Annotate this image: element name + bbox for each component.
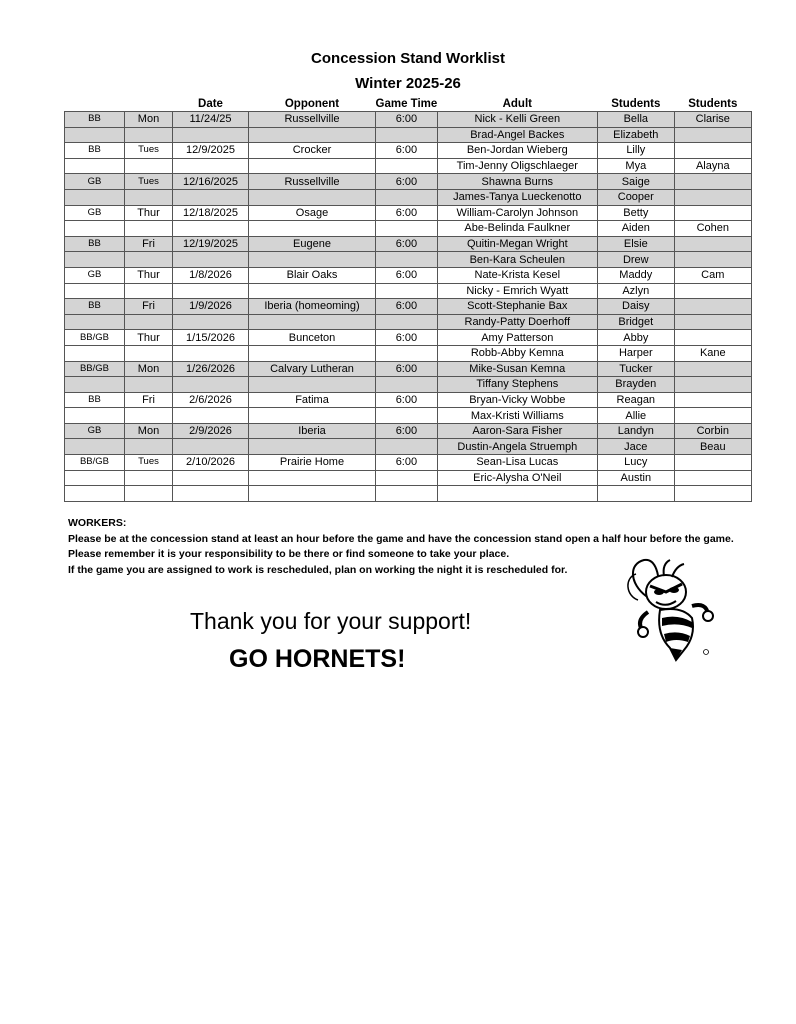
table-row (65, 392, 752, 408)
time-cell (376, 314, 438, 330)
table-row (65, 127, 752, 143)
adult-cell: Eric-Alysha O'Neil (437, 470, 597, 486)
time-cell: 6:00 (376, 112, 438, 128)
student-cell: Cooper (597, 189, 674, 205)
student-cell (674, 486, 751, 502)
team-cell: GB (65, 205, 125, 221)
student-cell (597, 486, 674, 502)
document-title: Concession Stand Worklist (311, 50, 505, 67)
table-row (65, 205, 752, 221)
table-row (65, 345, 752, 361)
student-cell (674, 143, 751, 159)
student-cell (674, 236, 751, 252)
opponent-cell: Bunceton (249, 330, 376, 346)
student-cell: Landyn (597, 423, 674, 439)
adult-cell: Aaron-Sara Fisher (437, 423, 597, 439)
day-cell: Tues (125, 143, 173, 159)
opponent-cell (249, 345, 376, 361)
adult-cell: Bryan-Vicky Wobbe (437, 392, 597, 408)
adult-cell: Mike-Susan Kemna (437, 361, 597, 377)
time-cell (376, 189, 438, 205)
day-cell: Thur (125, 267, 173, 283)
day-cell (125, 439, 173, 455)
table-header-row (65, 96, 752, 112)
table-row (65, 189, 752, 205)
table-row (65, 408, 752, 424)
time-cell (376, 221, 438, 237)
header-team (65, 96, 125, 112)
time-cell (376, 408, 438, 424)
header-game-time: Game Time (375, 97, 438, 110)
student-cell: Bella (597, 112, 674, 128)
student-cell: Allie (597, 408, 674, 424)
day-cell: Thur (125, 205, 173, 221)
time-cell: 6:00 (376, 455, 438, 471)
team-cell (65, 408, 125, 424)
student-cell: Austin (597, 470, 674, 486)
date-cell (173, 252, 249, 268)
table-row (65, 112, 752, 128)
adult-cell: Brad-Angel Backes (437, 127, 597, 143)
team-cell (65, 439, 125, 455)
time-cell: 6:00 (376, 236, 438, 252)
student-cell: Beau (674, 439, 751, 455)
workers-heading: WORKERS: (68, 517, 127, 529)
team-cell: BB/GB (65, 455, 125, 471)
date-cell (173, 439, 249, 455)
go-hornets-slogan: GO HORNETS! (229, 645, 406, 673)
opponent-cell (249, 221, 376, 237)
student-cell (674, 408, 751, 424)
date-cell (173, 314, 249, 330)
time-cell (376, 283, 438, 299)
student-cell (674, 330, 751, 346)
date-cell: 12/9/2025 (173, 143, 249, 159)
day-cell (125, 127, 173, 143)
opponent-cell: Crocker (249, 143, 376, 159)
student-cell: Saige (597, 174, 674, 190)
student-cell (674, 314, 751, 330)
opponent-cell (249, 439, 376, 455)
table-row (65, 299, 752, 315)
table-row (65, 486, 752, 502)
student-cell (674, 377, 751, 393)
team-cell (65, 486, 125, 502)
time-cell (376, 158, 438, 174)
opponent-cell: Calvary Lutheran (249, 361, 376, 377)
time-cell: 6:00 (376, 267, 438, 283)
opponent-cell: Iberia (homeoming) (249, 299, 376, 315)
day-cell (125, 345, 173, 361)
student-cell: Cohen (674, 221, 751, 237)
student-cell (674, 392, 751, 408)
day-cell: Tues (125, 455, 173, 471)
date-cell: 11/24/25 (173, 112, 249, 128)
student-cell (674, 455, 751, 471)
student-cell (674, 252, 751, 268)
time-cell (376, 252, 438, 268)
date-cell: 2/9/2026 (173, 423, 249, 439)
time-cell: 6:00 (376, 423, 438, 439)
opponent-cell (249, 486, 376, 502)
team-cell (65, 221, 125, 237)
team-cell (65, 314, 125, 330)
date-cell (173, 127, 249, 143)
day-cell (125, 314, 173, 330)
table-row (65, 143, 752, 159)
date-cell: 1/26/2026 (173, 361, 249, 377)
time-cell (376, 127, 438, 143)
season-title: Winter 2025-26 (355, 75, 461, 92)
time-cell: 6:00 (376, 361, 438, 377)
adult-cell: Amy Patterson (437, 330, 597, 346)
student-cell: Azlyn (597, 283, 674, 299)
day-cell (125, 408, 173, 424)
hornet-mascot-icon (626, 556, 722, 662)
student-cell (674, 361, 751, 377)
table-row (65, 330, 752, 346)
student-cell: Betty (597, 205, 674, 221)
time-cell: 6:00 (376, 392, 438, 408)
student-cell: Kane (674, 345, 751, 361)
workers-line: If the game you are assigned to work is rescheduled, plan on working the night it is rescheduled for. (68, 564, 568, 577)
student-cell: Elizabeth (597, 127, 674, 143)
student-cell: Elsie (597, 236, 674, 252)
student-cell (674, 127, 751, 143)
workers-line: Please be at the concession stand at least an hour before the game and have the concession stand open a half hour before the game. (68, 532, 734, 545)
student-cell: Reagan (597, 392, 674, 408)
table-row (65, 423, 752, 439)
team-cell: BB (65, 143, 125, 159)
time-cell (376, 486, 438, 502)
team-cell: GB (65, 267, 125, 283)
opponent-cell (249, 127, 376, 143)
adult-cell: Ben-Jordan Wieberg (437, 143, 597, 159)
time-cell (376, 470, 438, 486)
student-cell: Jace (597, 439, 674, 455)
adult-cell: Randy-Patty Doerhoff (437, 314, 597, 330)
opponent-cell: Osage (249, 205, 376, 221)
date-cell (173, 486, 249, 502)
adult-cell: Abe-Belinda Faulkner (437, 221, 597, 237)
adult-cell: Nick - Kelli Green (437, 112, 597, 128)
adult-cell: Ben-Kara Scheulen (437, 252, 597, 268)
header-adult: Adult (502, 97, 532, 110)
student-cell: Brayden (597, 377, 674, 393)
team-cell: BB/GB (65, 361, 125, 377)
time-cell (376, 345, 438, 361)
day-cell: Fri (125, 236, 173, 252)
date-cell: 1/15/2026 (173, 330, 249, 346)
team-cell: BB (65, 236, 125, 252)
student-cell: Harper (597, 345, 674, 361)
adult-cell: Shawna Burns (437, 174, 597, 190)
student-cell: Maddy (597, 267, 674, 283)
date-cell: 1/9/2026 (173, 299, 249, 315)
opponent-cell: Eugene (249, 236, 376, 252)
header-opponent: Opponent (284, 97, 340, 110)
student-cell: Abby (597, 330, 674, 346)
date-cell (173, 408, 249, 424)
table-row (65, 361, 752, 377)
header-students-2: Students (688, 97, 738, 110)
student-cell: Clarise (674, 112, 751, 128)
student-cell (674, 470, 751, 486)
team-cell (65, 470, 125, 486)
table-row (65, 221, 752, 237)
student-cell: Lilly (597, 143, 674, 159)
opponent-cell: Iberia (249, 423, 376, 439)
date-cell (173, 345, 249, 361)
adult-cell: William-Carolyn Johnson (437, 205, 597, 221)
time-cell: 6:00 (376, 330, 438, 346)
student-cell (674, 205, 751, 221)
date-cell: 12/19/2025 (173, 236, 249, 252)
date-cell: 1/8/2026 (173, 267, 249, 283)
opponent-cell (249, 314, 376, 330)
date-cell (173, 283, 249, 299)
team-cell (65, 377, 125, 393)
date-cell (173, 470, 249, 486)
student-cell: Lucy (597, 455, 674, 471)
day-cell: Thur (125, 330, 173, 346)
adult-cell: Sean-Lisa Lucas (437, 455, 597, 471)
opponent-cell: Blair Oaks (249, 267, 376, 283)
opponent-cell (249, 252, 376, 268)
date-cell: 2/10/2026 (173, 455, 249, 471)
day-cell: Mon (125, 112, 173, 128)
student-cell: Corbin (674, 423, 751, 439)
table-row (65, 470, 752, 486)
header-day (125, 96, 173, 112)
day-cell: Mon (125, 423, 173, 439)
day-cell (125, 252, 173, 268)
student-cell (674, 283, 751, 299)
adult-cell: Quitin-Megan Wright (437, 236, 597, 252)
opponent-cell: Fatima (249, 392, 376, 408)
adult-cell: Scott-Stephanie Bax (437, 299, 597, 315)
time-cell: 6:00 (376, 205, 438, 221)
student-cell: Bridget (597, 314, 674, 330)
table-row (65, 174, 752, 190)
day-cell (125, 158, 173, 174)
table-row (65, 377, 752, 393)
team-cell (65, 252, 125, 268)
date-cell: 12/16/2025 (173, 174, 249, 190)
day-cell (125, 221, 173, 237)
student-cell: Cam (674, 267, 751, 283)
time-cell: 6:00 (376, 174, 438, 190)
day-cell: Fri (125, 299, 173, 315)
table-row (65, 283, 752, 299)
table-row (65, 267, 752, 283)
day-cell: Mon (125, 361, 173, 377)
opponent-cell: Russellville (249, 174, 376, 190)
thank-you-message: Thank you for your support! (190, 608, 472, 634)
header-date: Date (198, 97, 223, 110)
team-cell (65, 345, 125, 361)
day-cell: Tues (125, 174, 173, 190)
team-cell: BB (65, 392, 125, 408)
student-cell: Mya (597, 158, 674, 174)
opponent-cell (249, 470, 376, 486)
adult-cell: Tim-Jenny Oligschlaeger (437, 158, 597, 174)
team-cell (65, 127, 125, 143)
time-cell (376, 377, 438, 393)
time-cell (376, 439, 438, 455)
table-row (65, 236, 752, 252)
date-cell (173, 221, 249, 237)
day-cell (125, 189, 173, 205)
adult-cell: James-Tanya Lueckenotto (437, 189, 597, 205)
day-cell (125, 377, 173, 393)
date-cell: 12/18/2025 (173, 205, 249, 221)
student-cell: Tucker (597, 361, 674, 377)
worklist-table (64, 96, 752, 502)
adult-cell: Robb-Abby Kemna (437, 345, 597, 361)
adult-cell: Tiffany Stephens (437, 377, 597, 393)
team-cell: GB (65, 174, 125, 190)
team-cell: BB (65, 299, 125, 315)
student-cell (674, 299, 751, 315)
opponent-cell (249, 408, 376, 424)
adult-cell: Max-Kristi Williams (437, 408, 597, 424)
opponent-cell (249, 189, 376, 205)
student-cell (674, 189, 751, 205)
date-cell (173, 377, 249, 393)
adult-cell: Nicky - Emrich Wyatt (437, 283, 597, 299)
adult-cell: Nate-Krista Kesel (437, 267, 597, 283)
student-cell: Alayna (674, 158, 751, 174)
student-cell: Daisy (597, 299, 674, 315)
opponent-cell (249, 158, 376, 174)
team-cell: BB/GB (65, 330, 125, 346)
team-cell: GB (65, 423, 125, 439)
day-cell (125, 486, 173, 502)
time-cell: 6:00 (376, 143, 438, 159)
date-cell (173, 189, 249, 205)
table-row (65, 455, 752, 471)
header-students-1: Students (611, 97, 661, 110)
day-cell: Fri (125, 392, 173, 408)
opponent-cell: Prairie Home (249, 455, 376, 471)
day-cell (125, 470, 173, 486)
table-row (65, 439, 752, 455)
table-row (65, 158, 752, 174)
table-row (65, 314, 752, 330)
opponent-cell: Russellville (249, 112, 376, 128)
table-row (65, 252, 752, 268)
student-cell: Aiden (597, 221, 674, 237)
adult-cell: Dustin-Angela Struemph (437, 439, 597, 455)
opponent-cell (249, 377, 376, 393)
team-cell (65, 189, 125, 205)
team-cell (65, 283, 125, 299)
date-cell: 2/6/2026 (173, 392, 249, 408)
student-cell (674, 174, 751, 190)
day-cell (125, 283, 173, 299)
student-cell: Drew (597, 252, 674, 268)
opponent-cell (249, 283, 376, 299)
adult-cell (437, 486, 597, 502)
date-cell (173, 158, 249, 174)
team-cell (65, 158, 125, 174)
team-cell: BB (65, 112, 125, 128)
workers-line: Please remember it is your responsibility to be there or find someone to take your place. (68, 548, 510, 561)
time-cell: 6:00 (376, 299, 438, 315)
